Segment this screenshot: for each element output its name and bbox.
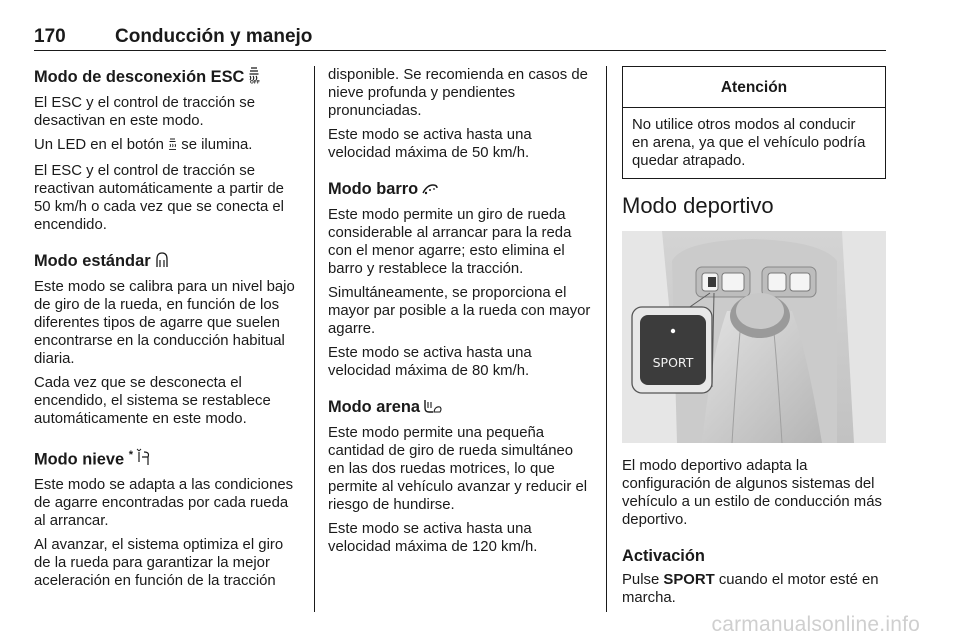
snow-mode-icon: [136, 448, 152, 472]
page-number: 170: [34, 26, 66, 47]
column-divider-1: [314, 66, 315, 612]
column-1: [34, 66, 302, 596]
mud-mode-text-1: Este modo permite un giro de rueda considerable al arrancar para la reda con el menor agarre; esto elimina el barro y restablece la tracción.: [328, 207, 572, 277]
esc-off-text-2: Un LED en el botón se ilumina.: [34, 136, 302, 156]
sport-button-illustration: [622, 231, 886, 443]
standard-mode-text-1: Este modo se calibra para un nivel bajo de giro de la rueda, en función de los diferentes tipos de agarre que suelen encontrarse en la conducción habitual diaria.: [34, 279, 295, 367]
sport-mode-heading: Modo deportivo: [622, 193, 774, 218]
notice-body: [623, 108, 885, 178]
svg-text:OFF: OFF: [250, 80, 261, 84]
standard-mode-text-2: Cada vez que se desconecta el encendido, el sistema se restablece automáticamente en este modo.: [34, 375, 271, 427]
sand-mode-text-1: Este modo permite una pequeña cantidad de giro de rueda simultáneo en las dos ruedas motrices, lo que permite al vehículo avanzar y reducir el riesgo de hundirse.: [328, 425, 588, 513]
esc-off-icon: [247, 67, 261, 90]
notice-text: No utilice otros modos al conducir en arena, ya que el vehículo podría quedar atrapado.: [632, 117, 866, 169]
activation-heading: Activación: [622, 547, 705, 565]
esc-off-text-1: El ESC y el control de tracción se desactivan en este modo.: [34, 95, 255, 129]
esc-off-text-3: El ESC y el control de tracción se reactivan automáticamente a partir de 50 km/h o cada vez que se conecta el encendido.: [34, 163, 284, 233]
standard-mode-heading: Modo estándar: [34, 250, 302, 274]
esc-button-icon: [168, 138, 177, 156]
column-3: [622, 66, 886, 613]
activation-text: Pulse SPORT cuando el motor esté en marcha.: [622, 572, 879, 606]
chapter-title: Conducción y manejo: [115, 26, 313, 47]
sand-mode-icon: [423, 398, 443, 420]
notice-title: Atención: [623, 67, 885, 108]
snow-mode-text-1: Este modo se adapta a las condiciones de agarre encontradas por cada rueda al arrancar.: [34, 477, 294, 530]
figure-sport-label: SPORT: [652, 355, 694, 370]
watermark: carmanualsonline.info: [711, 613, 920, 636]
snow-mode-text-2: Al avanzar, el sistema optimiza el giro de la rueda para garantizar la mejor aceleración en función de la tracción: [34, 537, 284, 590]
notice-box: [622, 66, 886, 179]
standard-mode-icon: [154, 251, 170, 274]
mud-mode-icon: [421, 180, 439, 202]
snow-mode-text-3: Este modo se activa hasta una velocidad máxima de 50 km/h.: [328, 127, 532, 161]
mud-mode-heading: Modo barro: [328, 178, 592, 202]
mud-mode-text-3: Este modo se activa hasta una velocidad máxima de 80 km/h.: [328, 345, 532, 379]
sand-mode-heading: Modo arena: [328, 396, 592, 420]
snow-mode-heading: Modo nieve *: [34, 444, 302, 472]
snow-mode-text-2-continued: disponible. Se recomienda en casos de nieve profunda y pendientes pronunciadas.: [328, 67, 588, 119]
mud-mode-text-2: Simultáneamente, se proporciona el mayor par posible a la rueda con mayor agarre.: [328, 285, 591, 337]
sport-keyword: SPORT: [663, 572, 715, 588]
column-2: [328, 66, 592, 562]
sand-mode-text-2: Este modo se activa hasta una velocidad máxima de 120 km/h.: [328, 521, 538, 555]
page-header: [34, 22, 886, 51]
snow-mode-asterisk: *: [128, 449, 134, 461]
esc-off-heading: Modo de desconexión ESC OFF: [34, 66, 302, 90]
sport-mode-text: El modo deportivo adapta la configuración de algunos sistemas del vehículo a un estilo de conducción más deportivo.: [622, 458, 882, 528]
column-divider-2: [606, 66, 607, 612]
